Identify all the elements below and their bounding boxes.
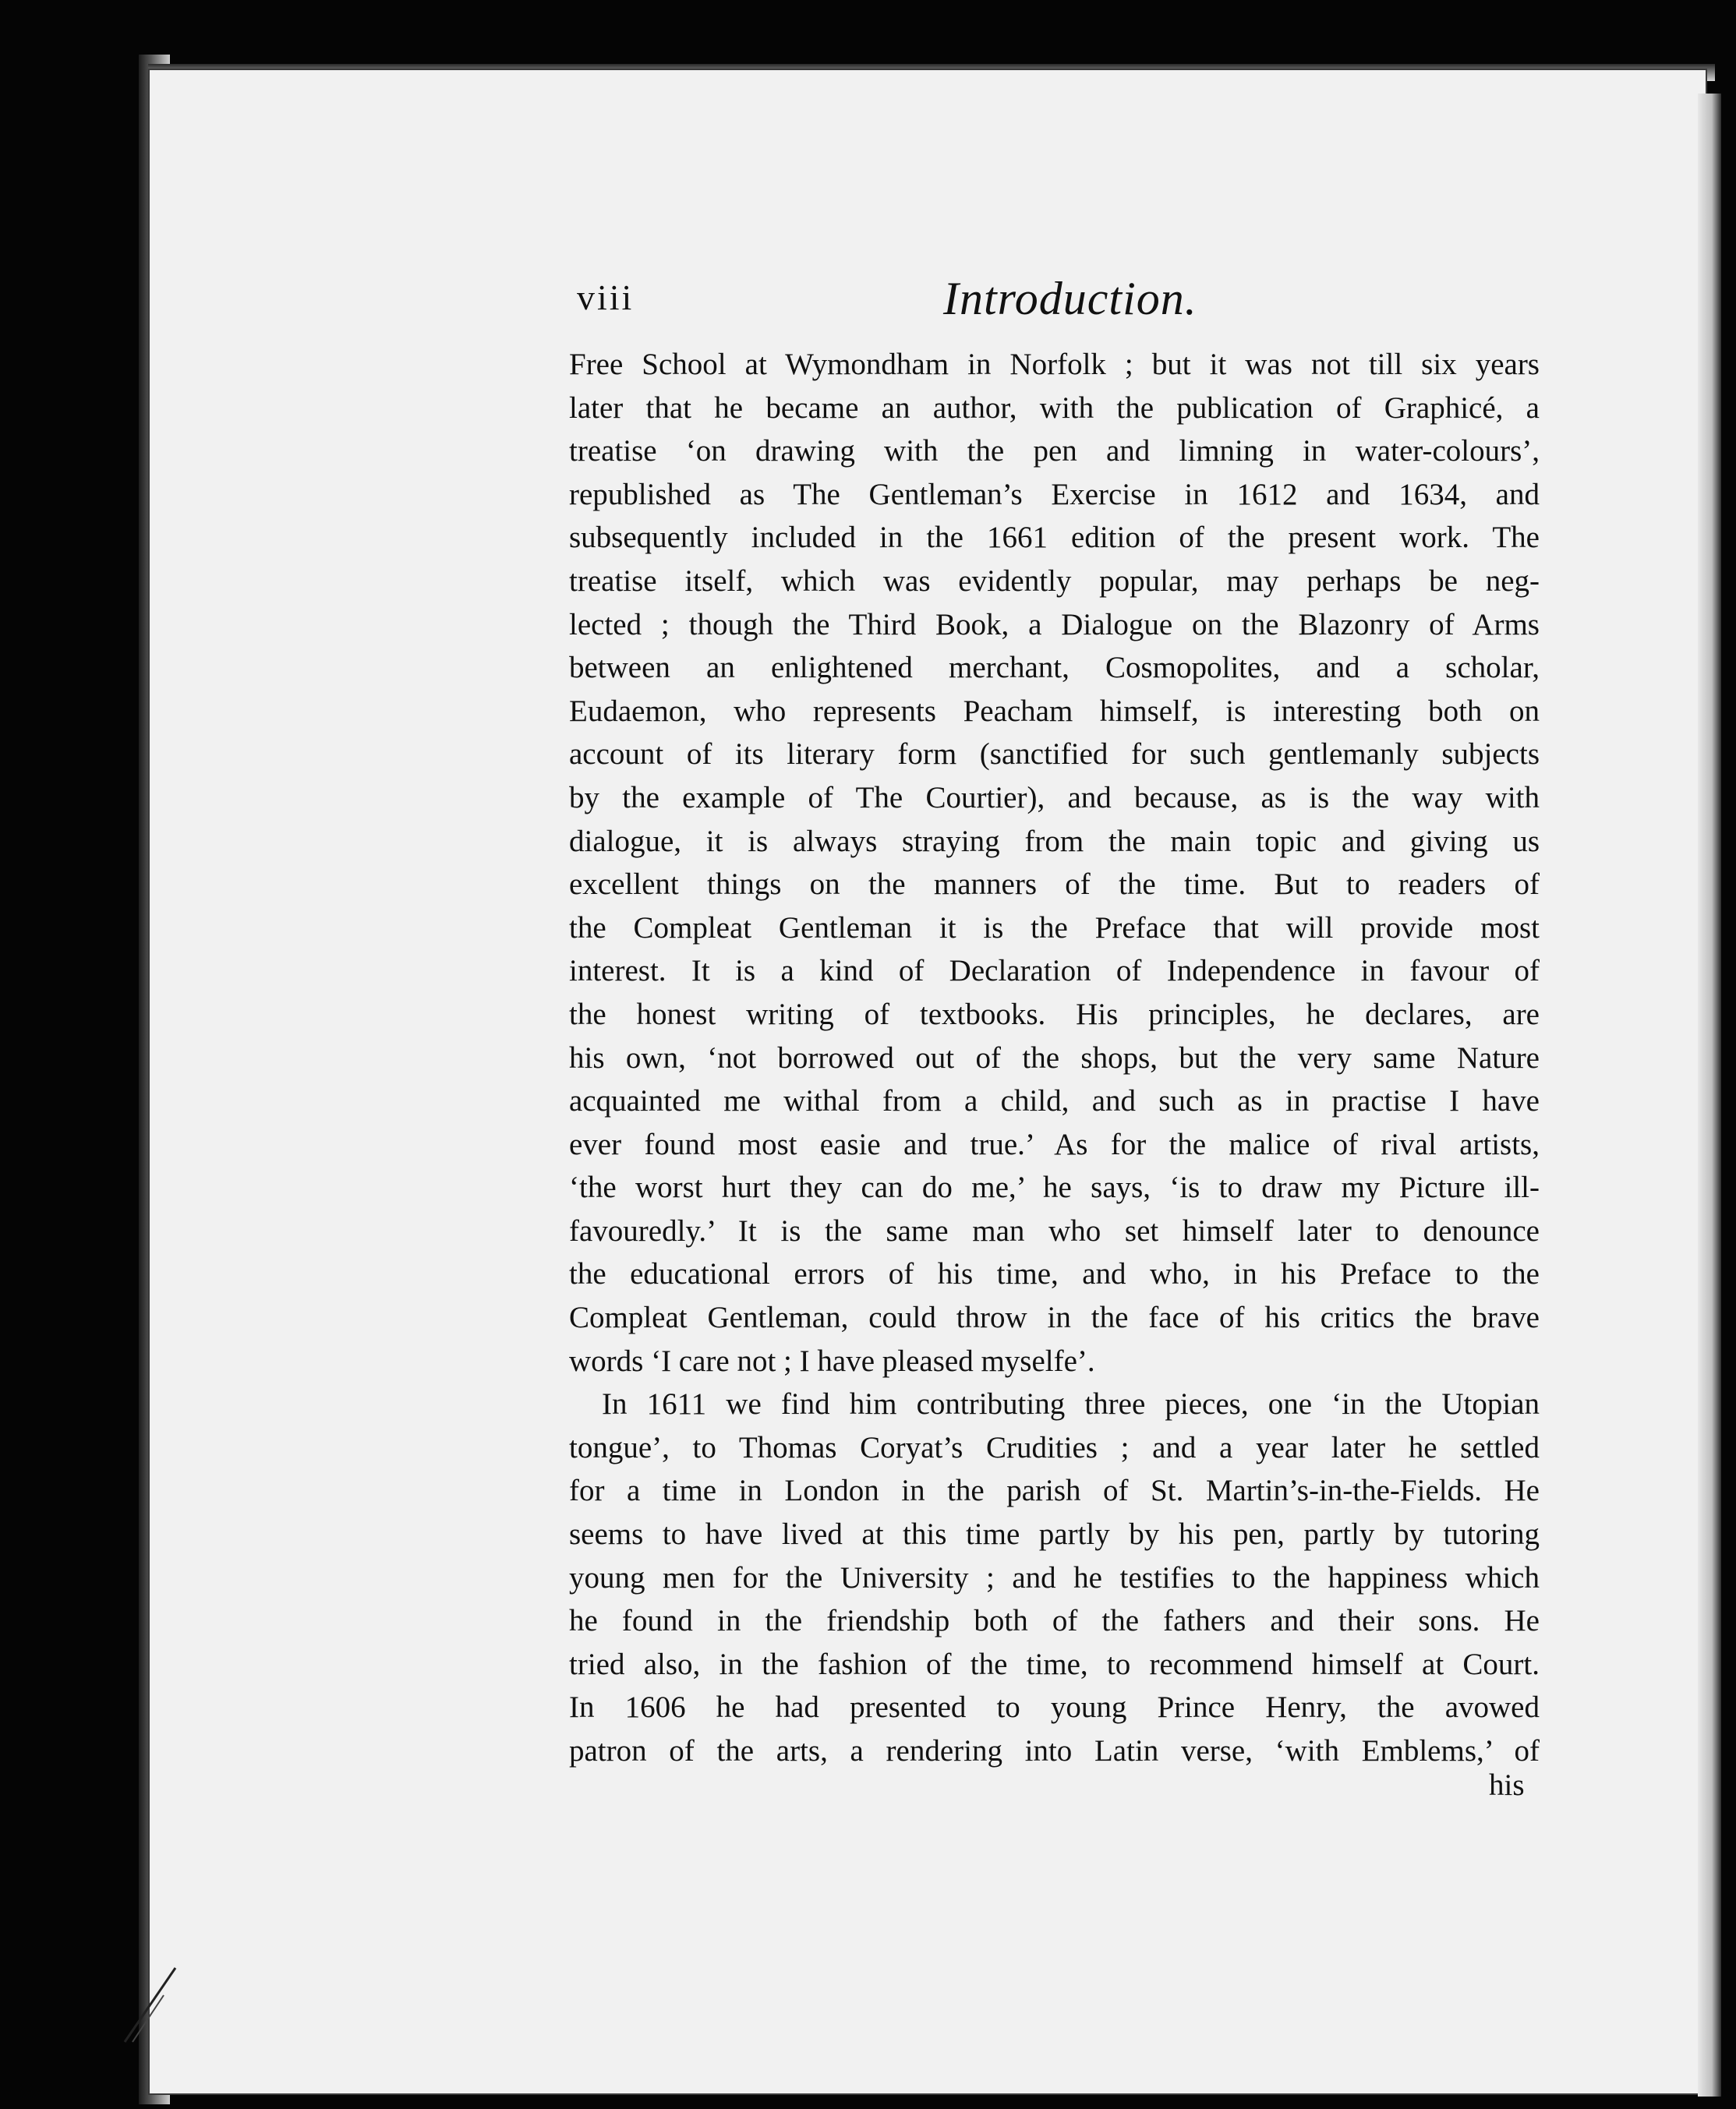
text-line: his own, ‘not borrowed out of the shops, but the very same Nature — [569, 1040, 1540, 1075]
text-line: the educational errors of his time, and who, in his Preface to the — [569, 1257, 1540, 1291]
text-line: Eudaemon, who represents Peacham himself, is interesting both on — [569, 694, 1540, 728]
text-line: excellent things on the manners of the time. But to readers of — [569, 867, 1540, 902]
text-line: for a time in London in the parish of St. Martin’s-in-the-Fields. He — [569, 1474, 1540, 1508]
text-line: dialogue, it is always straying from the main topic and giving us — [569, 824, 1540, 858]
paragraph-start-line: In 1611 we find him contributing three pieces, one ‘in the Utopian — [602, 1387, 1540, 1422]
text-line: account of its literary form (sanctified for such gentlemanly subjects — [569, 737, 1540, 772]
body-text — [569, 343, 1540, 1773]
text-line: lected ; though the Third Book, a Dialogue on the Blazonry of Arms — [569, 607, 1540, 641]
text-line: republished as The Gentleman’s Exercise in 1612 and 1634, and — [569, 477, 1540, 511]
text-line: tongue’, to Thomas Coryat’s Crudities ; and a year later he settled — [569, 1430, 1540, 1464]
text-line: the honest writing of textbooks. His principles, he declares, are — [569, 997, 1540, 1031]
text-line: later that he became an author, with the publication of Graphicé, a — [569, 390, 1540, 425]
text-line: Compleat Gentleman, could throw in the face of his critics the brave — [569, 1301, 1540, 1335]
text-line: by the example of The Courtier), and because, as is the way with — [569, 780, 1540, 814]
page-right-edge — [1698, 94, 1721, 2097]
page-header — [577, 273, 1536, 347]
text-line: subsequently included in the 1661 edition of the present work. The — [569, 521, 1540, 555]
text-line: young men for the University ; and he testifies to the happiness which — [569, 1560, 1540, 1595]
text-line: he found in the friendship both of the fathers and their sons. He — [569, 1604, 1540, 1638]
text-line: between an enlightened merchant, Cosmopolites, and a scholar, — [569, 651, 1540, 685]
text-line: acquainted me withal from a child, and such as in practise I have — [569, 1084, 1540, 1118]
page-number: viii — [577, 277, 635, 317]
text-line: In 1606 he had presented to young Prince Henry, the avowed — [569, 1690, 1540, 1725]
text-line: ever found most easie and true.’ As for the malice of rival artists, — [569, 1127, 1540, 1161]
text-line: treatise ‘on drawing with the pen and limning in water-colours’, — [569, 434, 1540, 468]
page-corner-fold — [117, 1964, 179, 2050]
text-line: tried also, in the fashion of the time, to recommend himself at Court. — [569, 1647, 1540, 1681]
running-title: Introduction. — [943, 273, 1197, 324]
paragraph-end-line: words ‘I care not ; I have pleased myselfe’. — [569, 1344, 1095, 1378]
text-line: favouredly.’ It is the same man who set himself later to denounce — [569, 1213, 1540, 1248]
text-line: interest. It is a kind of Declaration of Independence in favour of — [569, 954, 1540, 988]
text-line: seems to have lived at this time partly by his pen, partly by tutoring — [569, 1517, 1540, 1552]
text-line: ‘the worst hurt they can do me,’ he says, ‘is to draw my Picture ill- — [569, 1171, 1540, 1205]
text-line: Free School at Wymondham in Norfolk ; but it was not till six years — [569, 348, 1540, 381]
text-line: treatise itself, which was evidently popular, may perhaps be neg- — [569, 563, 1540, 598]
text-line: patron of the arts, a rendering into Latin verse, ‘with Emblems,’ of — [569, 1734, 1540, 1768]
text-line: the Compleat Gentleman it is the Preface that will provide most — [569, 910, 1540, 945]
catchword: his — [1489, 1768, 1525, 1802]
